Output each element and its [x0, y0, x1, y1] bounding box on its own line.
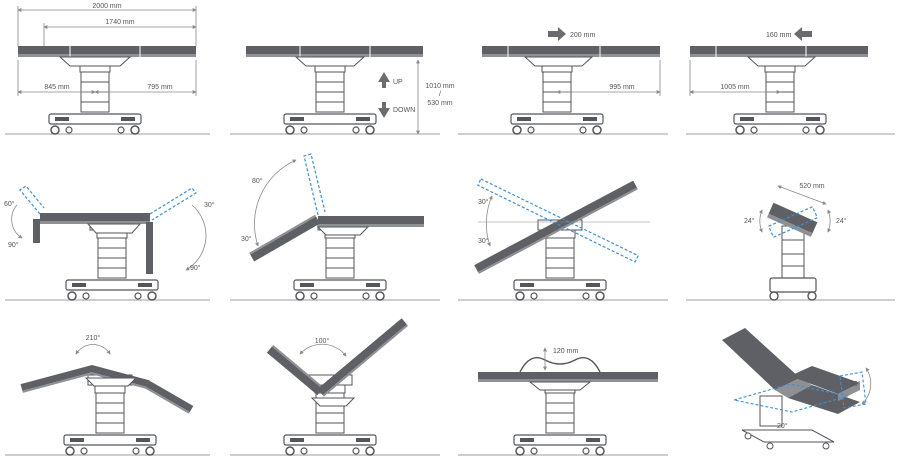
panel-back-section [241, 154, 424, 300]
angle-90-right-label: 90° [190, 265, 201, 272]
up-arrow-icon [378, 72, 390, 88]
tilt-right-label: 24° [836, 218, 847, 225]
table-top [478, 358, 658, 390]
table-top [33, 213, 153, 274]
down-label: DOWN [393, 107, 416, 114]
table-top [690, 46, 868, 66]
min-height-label: 530 mm [427, 100, 453, 107]
total-length-label: 2000 mm [92, 3, 122, 10]
blue-alternate-back [304, 154, 325, 215]
left-arrow-icon [794, 27, 812, 41]
down-arrow-icon [378, 102, 390, 118]
angle-60-label: 60° [4, 201, 15, 208]
angle-down-label: 30° [478, 238, 489, 245]
reach-label: 995 mm [609, 84, 635, 91]
shift-label: 160 mm [766, 32, 792, 39]
width-label: 520 mm [799, 183, 825, 190]
panel-height [246, 46, 455, 134]
panel-slide-right [482, 27, 660, 134]
top-length-label: 1740 mm [105, 19, 135, 26]
panel-reflex [267, 318, 408, 455]
angle-90-left-label: 90° [8, 242, 19, 249]
pedestal [514, 220, 606, 300]
panel-leg-back-sections [4, 186, 215, 300]
angle-up-label: 30° [478, 199, 489, 206]
left-length-label: 845 mm [44, 84, 70, 91]
panel-perspective [722, 328, 871, 449]
panel-lateral-tilt [744, 183, 847, 300]
flex-angle-arc [76, 345, 110, 354]
panel-kidney-bridge [478, 348, 658, 455]
table-top [482, 46, 660, 66]
table-top [246, 46, 423, 66]
panel-slide-left [690, 27, 868, 134]
table-top [18, 46, 196, 66]
right-arrow-icon [548, 27, 566, 41]
tilt-left-label: 24° [744, 218, 755, 225]
up-label: UP [393, 79, 403, 86]
pedestal-front [770, 226, 816, 300]
reflex-angle-arc [300, 344, 346, 356]
panel-trendelenburg [474, 179, 650, 300]
height-separator: / [439, 91, 441, 98]
angle-90-label: 90° [850, 381, 861, 388]
reach-label: 1005 mm [720, 84, 750, 91]
angle-80-label: 80° [252, 178, 263, 185]
max-height-label: 1010 mm [425, 83, 455, 90]
angle-30-label: 30° [204, 202, 215, 209]
angle-30-label: 30° [241, 236, 252, 243]
table-top-perspective [722, 328, 860, 414]
shift-label: 200 mm [570, 32, 596, 39]
reflex-angle-label: 100° [314, 338, 330, 345]
flex-angle-label: 210° [85, 335, 101, 342]
panel-flex [21, 334, 194, 455]
panel-dimensions [18, 3, 196, 134]
bridge-height-label: 120 mm [553, 348, 579, 355]
angle-20-label: 20° [777, 423, 788, 430]
right-length-label: 795 mm [147, 84, 173, 91]
